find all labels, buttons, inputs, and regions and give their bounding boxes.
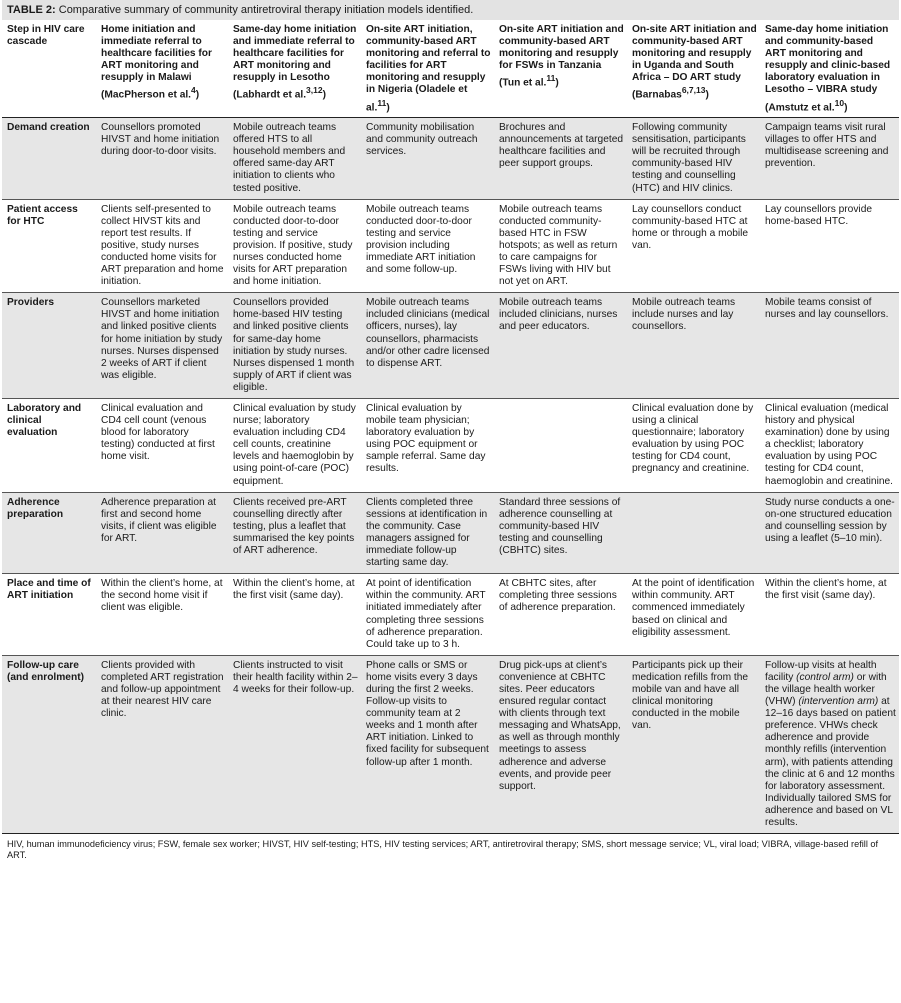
table-cell: Standard three sessions of adherence counselling at community-based HIV testing and counselling (CBHTC) sites.	[494, 492, 627, 574]
table-cell: Mobile outreach teams conducted community-based HTC in FSW hotspots; as well as return to care campaigns for FSWs living with HIV but not yet on ART.	[499, 203, 618, 288]
row-step-label: Providers	[2, 293, 96, 399]
header-model-nigeria: On-site ART initiation, community-based ART monitoring and referral to facilities for ART monitoring and resupply in Nigeria (Oladele et al.$^{11}$)	[361, 20, 494, 118]
table-cell: Clients received pre-ART counselling directly after testing, plus a leaflet that summarised the key points of ART adherence.	[228, 492, 361, 574]
table-cell: At point of identification within the community. ART initiated immediately after completing three sessions of adherence preparation. Could take up to 3 h.	[366, 578, 486, 650]
table-cell: Mobile outreach teams conducted door-to-door testing and service provision. If positive, study nurses conducted home visits for ART preparation and home initiation.	[233, 203, 353, 288]
table-cell: Mobile teams consist of nurses and lay counsellors.	[760, 293, 899, 399]
header-model-malawi: Home initiation and immediate referral to healthcare facilities for ART monitoring and resupply in Malawi (MacPherson et al.$^4$)	[96, 20, 228, 118]
table-cell: Within the client’s home, at the second home visit if client was eligible.	[101, 578, 223, 614]
header-model-lesotho: Same-day home initiation and immediate referral to healthcare facilities for ART monitoring and resupply in Lesotho (Labhardt et al.$^{3,12}$)	[228, 20, 361, 118]
table-cell: Counsellors promoted HIVST and home initiation during door-to-door visits.	[96, 118, 228, 200]
row-step-label: Demand creation	[2, 118, 96, 200]
table-cell: Lay counsellors provide home-based HTC.	[765, 203, 873, 227]
table-cell: Clinical evaluation by mobile team physician; laboratory evaluation by using POC equipment or sample referral. Same day results.	[366, 403, 486, 475]
table-cell	[627, 492, 760, 574]
table-cell: Following community sensitisation, participants will be recruited through community-based HIV testing and counselling (HTC) and HIV clinics.	[627, 118, 760, 200]
table-cell: Phone calls or SMS or home visits every 3 days during the first 2 weeks. Follow-up visits to community team at 2 weeks and 1 month after ART initiation. Linked to fixed facility for subsequent follow-up after 1 month.	[361, 655, 494, 833]
row-step-label: Patient access for HTC	[7, 203, 78, 227]
table-cell: Mobile outreach teams included clinicians (medical officers, nurses), lay counsellors, pharmacists and/or other cadre licensed to dispense ART.	[361, 293, 494, 399]
table-row	[2, 655, 899, 833]
table-cell: Clinical evaluation by study nurse; laboratory evaluation including CD4 cell counts, creatinine levels and haemoglobin by using point-of-care (POC) equipment.	[233, 403, 356, 487]
table-cell: At CBHTC sites, after completing three sessions of adherence preparation.	[499, 578, 617, 614]
table-cell: Lay counsellors conduct community-based HTC at home or through a mobile van.	[632, 203, 749, 251]
table-cell: Adherence preparation at first and second home visits, if client was eligible for ART.	[96, 492, 228, 574]
table-footnote: HIV, human immunodeficiency virus; FSW, female sex worker; HIVST, HIV self-testing; HTS, HIV testing services; ART, antiretroviral therapy; SMS, short message service; VL, viral load; VIBRA, village-based refill of ART.	[2, 833, 899, 861]
table-cell: Mobile outreach teams conducted door-to-door testing and service provision including immediate ART initiation and some follow-up.	[366, 203, 476, 276]
table-cell: Mobile outreach teams included clinicians, nurses and peer educators.	[494, 293, 627, 399]
table-cell: Within the client’s home, at the first visit (same day).	[765, 578, 887, 602]
header-step: Step in HIV care cascade	[2, 20, 96, 118]
header-model-tanzania: On-site ART initiation and community-based ART monitoring and resupply for FSWs in Tanzania (Tun et al.$^{11}$)	[494, 20, 627, 118]
table-caption	[2, 0, 899, 20]
header-row	[2, 20, 899, 118]
table-row	[2, 399, 899, 493]
table-row	[2, 574, 899, 656]
table-cell: Study nurse conducts a one-on-one structured education and counselling session by using a leaflet (5–10 min).	[760, 492, 899, 574]
table-cell: Clinical evaluation (medical history and physical examination) done by using a checklist; laboratory evaluation by using POC testing for CD4 count, haemoglobin and creatinine.	[765, 403, 894, 487]
table-cell: Mobile outreach teams offered HTS to all household members and offered same-day ART initiation to clients who tested positive.	[228, 118, 361, 200]
table-row	[2, 199, 899, 293]
row-step-label: Place and time of ART initiation	[7, 578, 91, 602]
caption-label: TABLE 2:	[7, 4, 56, 16]
table-cell: Campaign teams visit rural villages to offer HTS and multidisease screening and prevention.	[760, 118, 899, 200]
table-cell: At the point of identification within community. ART commenced immediately based on clinical and eligibility assessment.	[632, 578, 755, 638]
table-cell-vibra-followup: Follow-up visits at health facility (control arm) or with the village health worker (VHW) (intervention arm) at 12–16 days based on patient preference. VHWs check adherence and provide monthly refills (intervention arm), with patients attending the clinic at 6 and 12 months for laboratory assessment. Individually tailored SMS for adherence and based on VL results.	[760, 655, 899, 833]
row-step-label: Follow-up care (and enrolment)	[2, 655, 96, 833]
table-cell: Clinical evaluation done by using a clinical questionnaire; laboratory evaluation by using POC testing for CD4 count, pregnancy and creatinine.	[632, 403, 754, 475]
table-cell: Participants pick up their medication refills from the mobile van and have all clinical monitoring conducted in the mobile van.	[627, 655, 760, 833]
table-figure	[2, 0, 899, 862]
table-row	[2, 492, 899, 574]
table-cell: Clinical evaluation and CD4 cell count (venous blood for laboratory testing) conducted at first home visit.	[101, 403, 215, 463]
table-cell: Counsellors marketed HIVST and home initiation and linked positive clients for home initiation by study nurses. Nurses dispensed 2 weeks of ART if client was eligible.	[96, 293, 228, 399]
table-cell: Clients instructed to visit their health facility within 2–4 weeks for their follow-up.	[228, 655, 361, 833]
row-step-label: Adherence preparation	[2, 492, 96, 574]
table-row	[2, 118, 899, 200]
table-cell: Counsellors provided home-based HIV testing and linked positive clients for same-day home initiation by study nurses. Nurses dispensed 1 month supply of ART if client was eligible.	[228, 293, 361, 399]
table-row	[2, 293, 899, 399]
caption-title: Comparative summary of community antiretroviral therapy initiation models identified.	[55, 4, 474, 16]
table-cell: Clients completed three sessions at identification in the community. Case managers assigned for immediate follow-up starting same day.	[361, 492, 494, 574]
table-cell: Within the client’s home, at the first visit (same day).	[233, 578, 355, 602]
header-model-do-art: On-site ART initiation and community-based ART monitoring and resupply in Uganda and South Africa – DO ART study (Barnabas$^{6,7,13}$)	[627, 20, 760, 118]
table-cell: Clients provided with completed ART registration and follow-up appointment at their nearest HIV care clinic.	[96, 655, 228, 833]
table-cell: Brochures and announcements at targeted healthcare facilities and peer support groups.	[494, 118, 627, 200]
table-cell: Drug pick-ups at client’s convenience at CBHTC sites. Peer educators ensured regular contact with clients through text messaging and WhatsApp, as well as through monthly meetings to assess adherence and adverse events, and provide peer support.	[494, 655, 627, 833]
table-cell: Clients self-presented to collect HIVST kits and report test results. If positive, study nurses conducted home visits for ART preparation and home initiation.	[101, 203, 224, 288]
table-cell: Mobile outreach teams include nurses and lay counsellors.	[627, 293, 760, 399]
table-cell: Community mobilisation and community outreach services.	[361, 118, 494, 200]
row-step-label: Laboratory and clinical evaluation	[7, 403, 82, 439]
comparison-table	[2, 20, 899, 833]
header-model-vibra: Same-day home initiation and community-based ART monitoring and resupply and clinic-based laboratory evaluation in Lesotho – VIBRA study (Amstutz et al.$^{10}$)	[760, 20, 899, 118]
table-cell	[494, 399, 627, 493]
